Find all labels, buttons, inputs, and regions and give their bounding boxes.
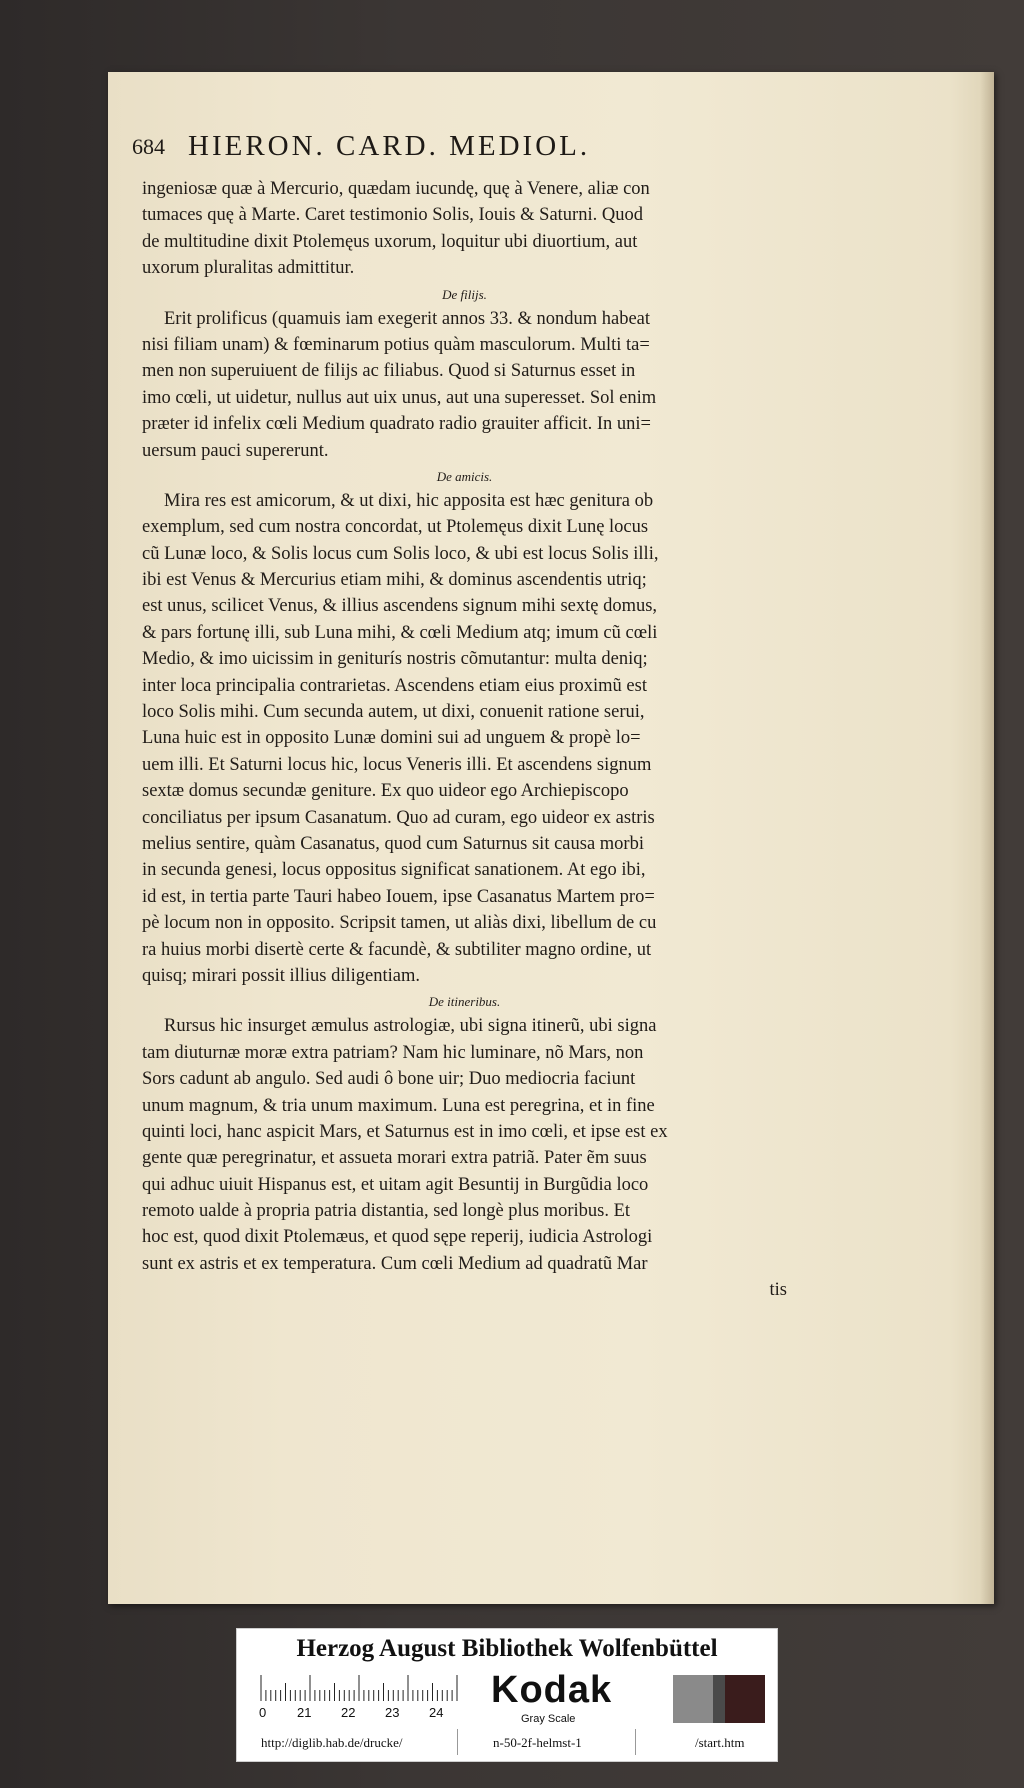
text-line: remoto ualde à propria patria distantia, sed longè plus moribus. Et <box>142 1201 631 1222</box>
text-line: de multitudine dixit Ptolemęus uxorum, loquitur ubi diuortium, aut <box>142 231 638 252</box>
ruler-number: 24 <box>429 1705 444 1720</box>
section-heading: De itineribus. <box>428 994 501 1010</box>
text-line: unum magnum, & tria unum maximum. Luna est peregrina, et in fine <box>142 1095 655 1116</box>
section-heading: De amicis. <box>436 468 493 484</box>
text-line: Sors cadunt ab angulo. Sed audi ô bone uir; Duo mediocria faciunt <box>142 1069 636 1090</box>
text-line: conciliatus per ipsum Casanatum. Quo ad curam, ego uideor ex astris <box>142 807 655 828</box>
text-line: & pars fortunę illi, sub Luna mihi, & cœli Medium atq; imum cũ cœli <box>142 622 658 643</box>
url-right: /start.htm <box>695 1735 745 1750</box>
gray-swatch <box>713 1675 725 1723</box>
text-line: Rursus hic insurget æmulus astrologiæ, ubi signa itinerũ, ubi signa <box>164 1016 657 1037</box>
text-line: sextæ domus secundæ geniture. Ex quo uideor ego Archiepiscopo <box>142 781 629 802</box>
gray-swatch <box>725 1675 765 1723</box>
text-line: ra huius morbi disertè certe & facundè, & subtiliter magno ordine, ut <box>142 939 652 960</box>
ruler-number: 23 <box>385 1705 400 1720</box>
text-line: inter loca principalia contrarietas. Ascendens etiam eius proximũ est <box>142 675 647 696</box>
text-line: uxorum pluralitas admittitur. <box>142 258 355 279</box>
color-target <box>236 1628 778 1762</box>
url-left: http://diglib.hab.de/drucke/ <box>261 1735 403 1750</box>
text-line: pè locum non in opposito. Scripsit tamen, ut aliàs dixi, libellum de cu <box>142 913 657 934</box>
text-line: quinti loci, hanc aspicit Mars, et Saturnus est in imo cœli, et ipse est ex <box>142 1121 668 1142</box>
gray-swatches <box>673 1675 765 1723</box>
gray-scale-label: Gray Scale <box>521 1713 576 1725</box>
text-line: quisq; mirari possit illius diligentiam. <box>142 965 421 986</box>
text-line: id est, in tertia parte Tauri habeo Iouem, ipse Casanatus Martem pro= <box>142 886 655 907</box>
ruler-number: 22 <box>341 1705 356 1720</box>
page-header <box>132 130 792 170</box>
text-line: uersum pauci supererunt. <box>142 440 329 461</box>
text-line: gente quæ peregrinatur, et assueta morari extra patriã. Pater ẽm suus <box>142 1148 647 1169</box>
text-line: præter id infelix cœli Medium quadrato radio grauiter afficit. In uni= <box>142 414 651 435</box>
text-line: loco Solis mihi. Cum secunda autem, ut dixi, conuenit ratione serui, <box>142 702 645 723</box>
text-line: uem illi. Et Saturni locus hic, locus Veneris illi. Et ascendens signum <box>142 754 652 775</box>
text-line: imo cœli, ut uidetur, nullus aut uix unus, aut una superesset. Sol enim <box>142 387 657 408</box>
gray-swatch <box>673 1675 713 1723</box>
text-line: qui adhuc uiuit Hispanus est, et uitam agit Besuntij in Burgũdia loco <box>142 1174 649 1195</box>
text-line: Mira res est amicorum, & ut dixi, hic apposita est hæc genitura ob <box>164 490 654 511</box>
ruler-numbers <box>259 1705 459 1723</box>
text-line: sunt ex astris et ex temperatura. Cum cœli Medium ad quadratũ Mar <box>142 1253 648 1274</box>
text-line: in secunda genesi, locus oppositus significat sanationem. At ego ibi, <box>142 860 646 881</box>
separator <box>457 1729 458 1755</box>
text-line: tumaces quę à Marte. Caret testimonio Solis, Iouis & Saturni. Quod <box>142 205 643 226</box>
kodak-logo: Kodak <box>491 1669 613 1711</box>
library-name: Herzog August Bibliothek Wolfenbüttel <box>296 1635 718 1662</box>
text-line: Medio, & imo uicissim in geniturís nostris cõmutantur: multa deniq; <box>142 649 648 670</box>
text-line: melius sentire, quàm Casanatus, quod cum Saturnus sit causa morbi <box>142 833 644 854</box>
text-line: ibi est Venus & Mercurius etiam mihi, & dominus ascendentis utriq; <box>142 570 647 591</box>
ruler-scale <box>259 1673 459 1701</box>
url-middle: n-50-2f-helmst-1 <box>493 1735 582 1750</box>
text-line: men non superuiuent de filijs ac filiabus. Quod si Saturnus esset in <box>142 361 636 382</box>
text-line: Luna huic est in opposito Lunæ domini sui ad unguem & propè lo= <box>142 728 641 749</box>
text-line: exemplum, sed cum nostra concordat, ut Ptolemęus dixit Lunę locus <box>142 517 649 538</box>
text-line: ingeniosæ quæ à Mercurio, quædam iucundę, quę à Venere, aliæ con <box>142 179 650 199</box>
text-line: hoc est, quod dixit Ptolemæus, et quod sępe reperij, iudicia Astrologi <box>142 1227 653 1248</box>
body-text <box>142 176 787 1304</box>
running-head: HIERON. CARD. MEDIOL. <box>188 130 591 162</box>
ruler-number: 0 <box>259 1705 267 1720</box>
text-line: tis <box>769 1280 787 1301</box>
text-line: tam diuturnæ moræ extra patriam? Nam hic luminare, nõ Mars, non <box>142 1042 644 1063</box>
separator <box>635 1729 636 1755</box>
section-heading: De filijs. <box>442 286 487 302</box>
page-number: 684 <box>132 134 165 159</box>
text-line: est unus, scilicet Venus, & illius ascendens signum mihi sextę domus, <box>142 596 658 617</box>
page-gutter-shadow <box>980 72 994 1604</box>
ruler-number: 21 <box>297 1705 312 1720</box>
text-line: nisi filiam unam) & fœminarum potius quàm masculorum. Multi ta= <box>142 334 650 355</box>
text-line: cũ Lunæ loco, & Solis locus cum Solis loco, & ubi est locus Solis illi, <box>142 543 659 564</box>
text-line: Erit prolificus (quamuis iam exegerit annos 33. & nondum habeat <box>164 308 651 329</box>
